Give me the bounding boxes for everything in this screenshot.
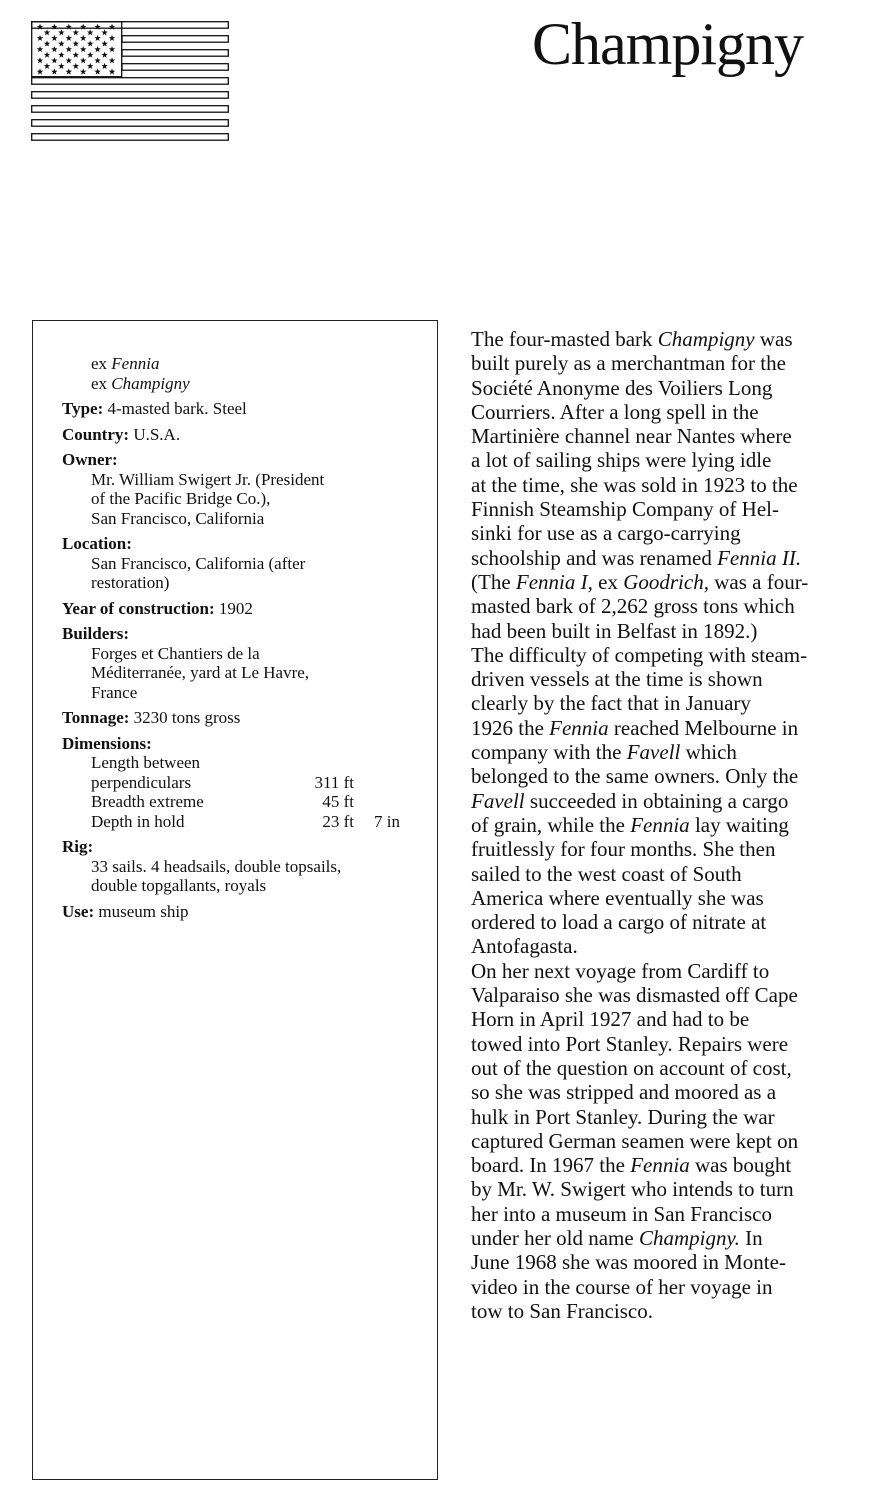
dimension-row: Breadth extreme 45 ft xyxy=(91,792,354,811)
former-name: ex Fennia xyxy=(91,354,160,373)
flag-star xyxy=(94,57,100,63)
rig-field: Rig: 33 sails. 4 headsails, double topsails, double topgallants, royals xyxy=(62,837,342,895)
text-line: masted bark of 2,262 gross tons which xyxy=(471,594,795,619)
flag-star xyxy=(37,35,43,41)
flag-star xyxy=(73,63,79,69)
location-field: Location: San Francisco, California (after restoration) xyxy=(62,534,306,592)
flag-star xyxy=(51,46,57,52)
flag-star xyxy=(94,46,100,52)
flag-star xyxy=(44,29,50,35)
country-field: Country: U.S.A. xyxy=(62,424,181,444)
owner-field: Owner: Mr. William Swigert Jr. (President of the Pacific Bridge Co.), San Francisco, California xyxy=(62,450,325,528)
flag-star xyxy=(80,57,86,63)
text-line: built purely as a merchantman for the xyxy=(471,351,786,376)
text-line: sailed to the west coast of South xyxy=(471,861,742,886)
flag-star xyxy=(101,40,107,46)
text-line: schoolship and was renamed Fennia II. xyxy=(471,545,802,570)
flag-star xyxy=(87,52,93,58)
flag-star xyxy=(101,29,107,35)
text-line: by Mr. W. Swigert who intends to turn xyxy=(471,1177,794,1202)
flag-star xyxy=(101,52,107,58)
dimension-row: Depth in hold 23 ft 7 in xyxy=(91,811,400,831)
flag-star xyxy=(58,63,64,69)
dimension-row: Length between xyxy=(91,753,201,772)
text-line: Antofagasta. xyxy=(471,934,578,959)
flag-star xyxy=(109,57,115,63)
flag-star xyxy=(51,35,57,41)
flag-star xyxy=(80,46,86,52)
flag-star xyxy=(73,52,79,58)
text-line: Courriers. After a long spell in the xyxy=(471,399,759,424)
flag-star xyxy=(66,46,72,52)
flag-star xyxy=(44,63,50,69)
flag-star xyxy=(37,46,43,52)
flag-star xyxy=(37,57,43,63)
text-line: a lot of sailing ships were lying idle xyxy=(471,448,772,473)
text-line: ordered to load a cargo of nitrate at xyxy=(471,910,767,935)
spec-box xyxy=(32,320,438,1480)
flag-star xyxy=(80,35,86,41)
us-flag-icon xyxy=(31,21,229,147)
text-line: captured German seamen were kept on xyxy=(471,1128,799,1153)
text-line: June 1968 she was moored in Monte- xyxy=(471,1250,786,1275)
flag-star xyxy=(109,35,115,41)
text-line: fruitlessly for four months. She then xyxy=(471,837,776,862)
flag-star xyxy=(66,68,72,74)
flag-star xyxy=(58,29,64,35)
text-line: Finnish Steamship Company of Hel- xyxy=(471,497,779,522)
text-line: (The Fennia I, ex Goodrich, was a four- xyxy=(471,569,809,594)
flag-star xyxy=(87,63,93,69)
text-line: of grain, while the Fennia lay waiting xyxy=(471,812,789,837)
dimensions-field: Dimensions: Length between perpendiculars 311 ft Breadth extreme 45 ft Depth in hold 23 ft 7 in xyxy=(62,734,434,832)
text-line: Valparaiso she was dismasted off Cape xyxy=(471,983,798,1008)
text-line: sinki for use as a cargo-carrying xyxy=(471,521,741,546)
text-line: hulk in Port Stanley. During the war xyxy=(471,1104,775,1129)
spec-list xyxy=(62,354,434,921)
flag-star xyxy=(101,63,107,69)
tonnage-field: Tonnage: 3230 tons gross xyxy=(62,708,241,727)
text-line: tow to San Francisco. xyxy=(471,1298,653,1323)
text-line: company with the Favell which xyxy=(471,740,737,765)
text-line: Favell succeeded in obtaining a cargo xyxy=(471,788,789,813)
flag-star xyxy=(109,46,115,52)
flag-star xyxy=(51,57,57,63)
text-line: so she was stripped and moored as a xyxy=(471,1080,777,1105)
flag-star xyxy=(73,29,79,35)
flag-star xyxy=(94,68,100,74)
text-line: had been built in Belfast in 1892.) xyxy=(471,618,758,643)
history-text xyxy=(471,327,871,1323)
text-line: Martinière channel near Nantes where xyxy=(471,424,792,449)
text-line: towed into Port Stanley. Repairs were xyxy=(471,1031,789,1056)
flag-star xyxy=(51,68,57,74)
text-line: clearly by the fact that in January xyxy=(471,691,751,716)
text-line: Horn in April 1927 and had to be xyxy=(471,1007,750,1032)
former-name: ex Champigny xyxy=(91,373,190,393)
text-line: her into a museum in San Francisco xyxy=(471,1201,772,1226)
text-line: at the time, she was sold in 1923 to the xyxy=(471,472,798,497)
builders-field: Builders: Forges et Chantiers de la Méditerranée, yard at Le Havre, France xyxy=(62,624,310,702)
page-title: Champigny xyxy=(532,11,803,77)
text-line: The four-masted bark Champigny was xyxy=(471,327,793,351)
text-line: driven vessels at the time is shown xyxy=(471,667,763,692)
text-line: under her old name Champigny. In xyxy=(471,1225,763,1250)
flag-star xyxy=(66,57,72,63)
flag-star xyxy=(58,52,64,58)
flag-star xyxy=(94,35,100,41)
text-line: belonged to the same owners. Only the xyxy=(471,764,799,789)
text-line: video in the course of her voyage in xyxy=(471,1274,773,1299)
type-field: Type: 4-masted bark. Steel xyxy=(62,399,247,418)
flag-star xyxy=(37,68,43,74)
flag-star xyxy=(109,68,115,74)
flag-star xyxy=(73,40,79,46)
year-field: Year of construction: 1902 xyxy=(62,598,253,618)
text-line: America where eventually she was xyxy=(471,885,764,910)
text-line: On her next voyage from Cardiff to xyxy=(471,958,770,983)
text-line: 1926 the Fennia reached Melbourne in xyxy=(471,715,799,740)
dimension-row: perpendiculars 311 ft xyxy=(91,772,354,792)
flag-star xyxy=(66,35,72,41)
text-line: The difficulty of competing with steam- xyxy=(471,642,808,667)
flag-star xyxy=(80,68,86,74)
use-field: Use: museum ship xyxy=(62,901,189,921)
text-line: out of the question on account of cost, xyxy=(471,1055,792,1080)
flag-star xyxy=(44,52,50,58)
flag-star xyxy=(87,29,93,35)
flag-star xyxy=(44,40,50,46)
text-line: Société Anonyme des Voiliers Long xyxy=(471,375,773,400)
flag-star xyxy=(58,40,64,46)
flag-star xyxy=(87,40,93,46)
text-line: board. In 1967 the Fennia was bought xyxy=(471,1153,792,1178)
